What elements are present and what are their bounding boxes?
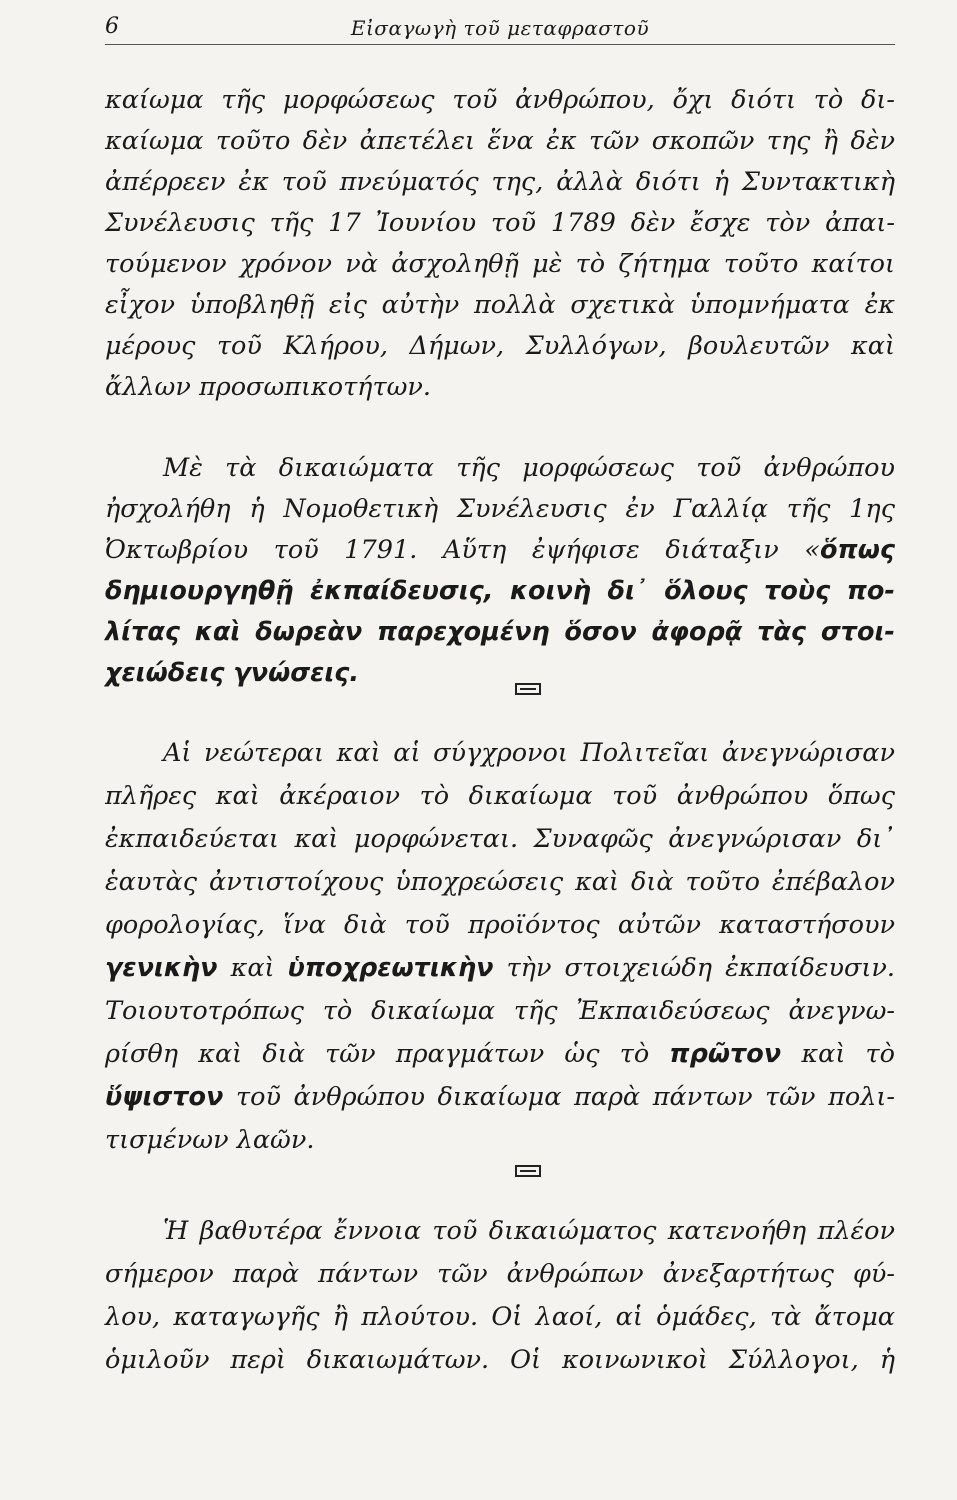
text-line: τούμενον χρόνον νὰ ἀσχοληθῇ μὲ τὸ ζήτημα τοῦτο καίτοι xyxy=(105,249,895,279)
text-line xyxy=(105,953,895,983)
text-span: καὶ τὸ xyxy=(781,1039,895,1069)
text-line xyxy=(105,1039,895,1069)
text-line: ὁμιλοῦν περὶ δικαιωμάτων. Οἱ κοινωνικοὶ Σύλλογοι, ἡ xyxy=(105,1345,895,1375)
bold-text-line: λίτας καὶ δωρεὰν παρεχομένη ὅσον ἀφορᾷ τὰς στοι- xyxy=(105,617,895,647)
text-line xyxy=(105,1082,895,1112)
text-line: Ἡ βαθυτέρα ἔννοια τοῦ δικαιώματος κατενοήθη πλέον xyxy=(163,1216,895,1246)
text-line: εἶχον ὑποβληθῇ εἰς αὐτὴν πολλὰ σχετικὰ ὑπομνήματα ἐκ xyxy=(105,290,895,320)
running-head xyxy=(105,12,895,48)
running-title: Εἰσαγωγὴ τοῦ μεταφραστοῦ xyxy=(350,16,650,40)
text-line: καίωμα τοῦτο δὲν ἀπετέλει ἕνα ἐκ τῶν σκοπῶν της ἢ δὲν xyxy=(105,126,895,156)
text-line: ἄλλων προσωπικοτήτων. xyxy=(105,372,431,402)
text-line: λου, καταγωγῆς ἢ πλούτου. Οἱ λαοί, αἱ ὁμάδες, τὰ ἄτομα xyxy=(105,1302,895,1332)
bold-text: ὑποχρεωτικὴν xyxy=(287,953,494,983)
text-span: ρίσθη καὶ διὰ τῶν πραγμάτων ὡς τὸ xyxy=(105,1039,670,1069)
page-number: 6 xyxy=(105,14,119,39)
text-line: φορολογίας, ἵνα διὰ τοῦ προϊόντος αὐτῶν καταστήσουν xyxy=(105,910,895,940)
text-line: μέρους τοῦ Κλήρου, Δήμων, Συλλόγων, βουλευτῶν καὶ xyxy=(105,331,895,361)
bold-text-line: δημιουργηθῇ ἐκπαίδευσις, κοινὴ δι᾽ ὅλους τοὺς πο- xyxy=(105,576,895,606)
bold-text-line: χειώδεις γνώσεις. xyxy=(105,658,360,688)
bold-text: γενικὴν xyxy=(105,953,218,983)
text-line: ἠσχολήθη ἡ Νομοθετικὴ Συνέλευσις ἐν Γαλλίᾳ τῆς 1ης xyxy=(105,494,895,524)
text-line: ἑαυτὰς ἀντιστοίχους ὑποχρεώσεις καὶ διὰ τοῦτο ἐπέβαλον xyxy=(105,867,895,897)
text-span: τὴν στοιχειώδη ἐκπαίδευσιν. xyxy=(493,953,896,983)
text-line: ἐκπαιδεύεται καὶ μορφώνεται. Συναφῶς ἀνεγνώρισαν δι᾽ xyxy=(105,824,895,854)
bold-text: πρῶτον xyxy=(669,1039,782,1069)
text-line: Μὲ τὰ δικαιώματα τῆς μορφώσεως τοῦ ἀνθρώπου xyxy=(163,453,895,483)
text-line: καίωμα τῆς μορφώσεως τοῦ ἀνθρώπου, ὄχι διότι τὸ δι- xyxy=(105,85,895,115)
section-ornament xyxy=(515,1165,541,1177)
text-line xyxy=(105,535,895,565)
text-span: τοῦ ἀνθρώπου δικαίωμα παρὰ πάντων τῶν πολι- xyxy=(223,1082,895,1112)
text-span: Ὀκτωβρίου τοῦ 1791. Αὕτη ἐψήφισε διάταξιν « xyxy=(105,535,821,565)
header-rule xyxy=(105,44,895,45)
text-line: Αἱ νεώτεραι καὶ αἱ σύγχρονοι Πολιτεῖαι ἀνεγνώρισαν xyxy=(163,738,895,768)
section-ornament xyxy=(515,683,541,695)
text-span: καὶ xyxy=(217,953,288,983)
text-line: ἀπέρρεεν ἐκ τοῦ πνεύματός της, ἀλλὰ διότι ἡ Συντακτικὴ xyxy=(105,167,895,197)
text-line: Τοιουτοτρόπως τὸ δικαίωμα τῆς Ἐκπαιδεύσεως ἀνεγνω- xyxy=(105,996,895,1026)
text-line: πλῆρες καὶ ἀκέραιον τὸ δικαίωμα τοῦ ἀνθρώπου ὅπως xyxy=(105,781,895,811)
bold-text: ὅπως xyxy=(820,535,895,565)
text-line: σήμερον παρὰ πάντων τῶν ἀνθρώπων ἀνεξαρτήτως φύ- xyxy=(105,1259,895,1289)
text-line: τισμένων λαῶν. xyxy=(105,1125,315,1155)
text-line: Συνέλευσις τῆς 17 Ἰουνίου τοῦ 1789 δὲν ἔσχε τὸν ἀπαι- xyxy=(105,208,895,238)
bold-text: ὕψιστον xyxy=(105,1082,224,1112)
